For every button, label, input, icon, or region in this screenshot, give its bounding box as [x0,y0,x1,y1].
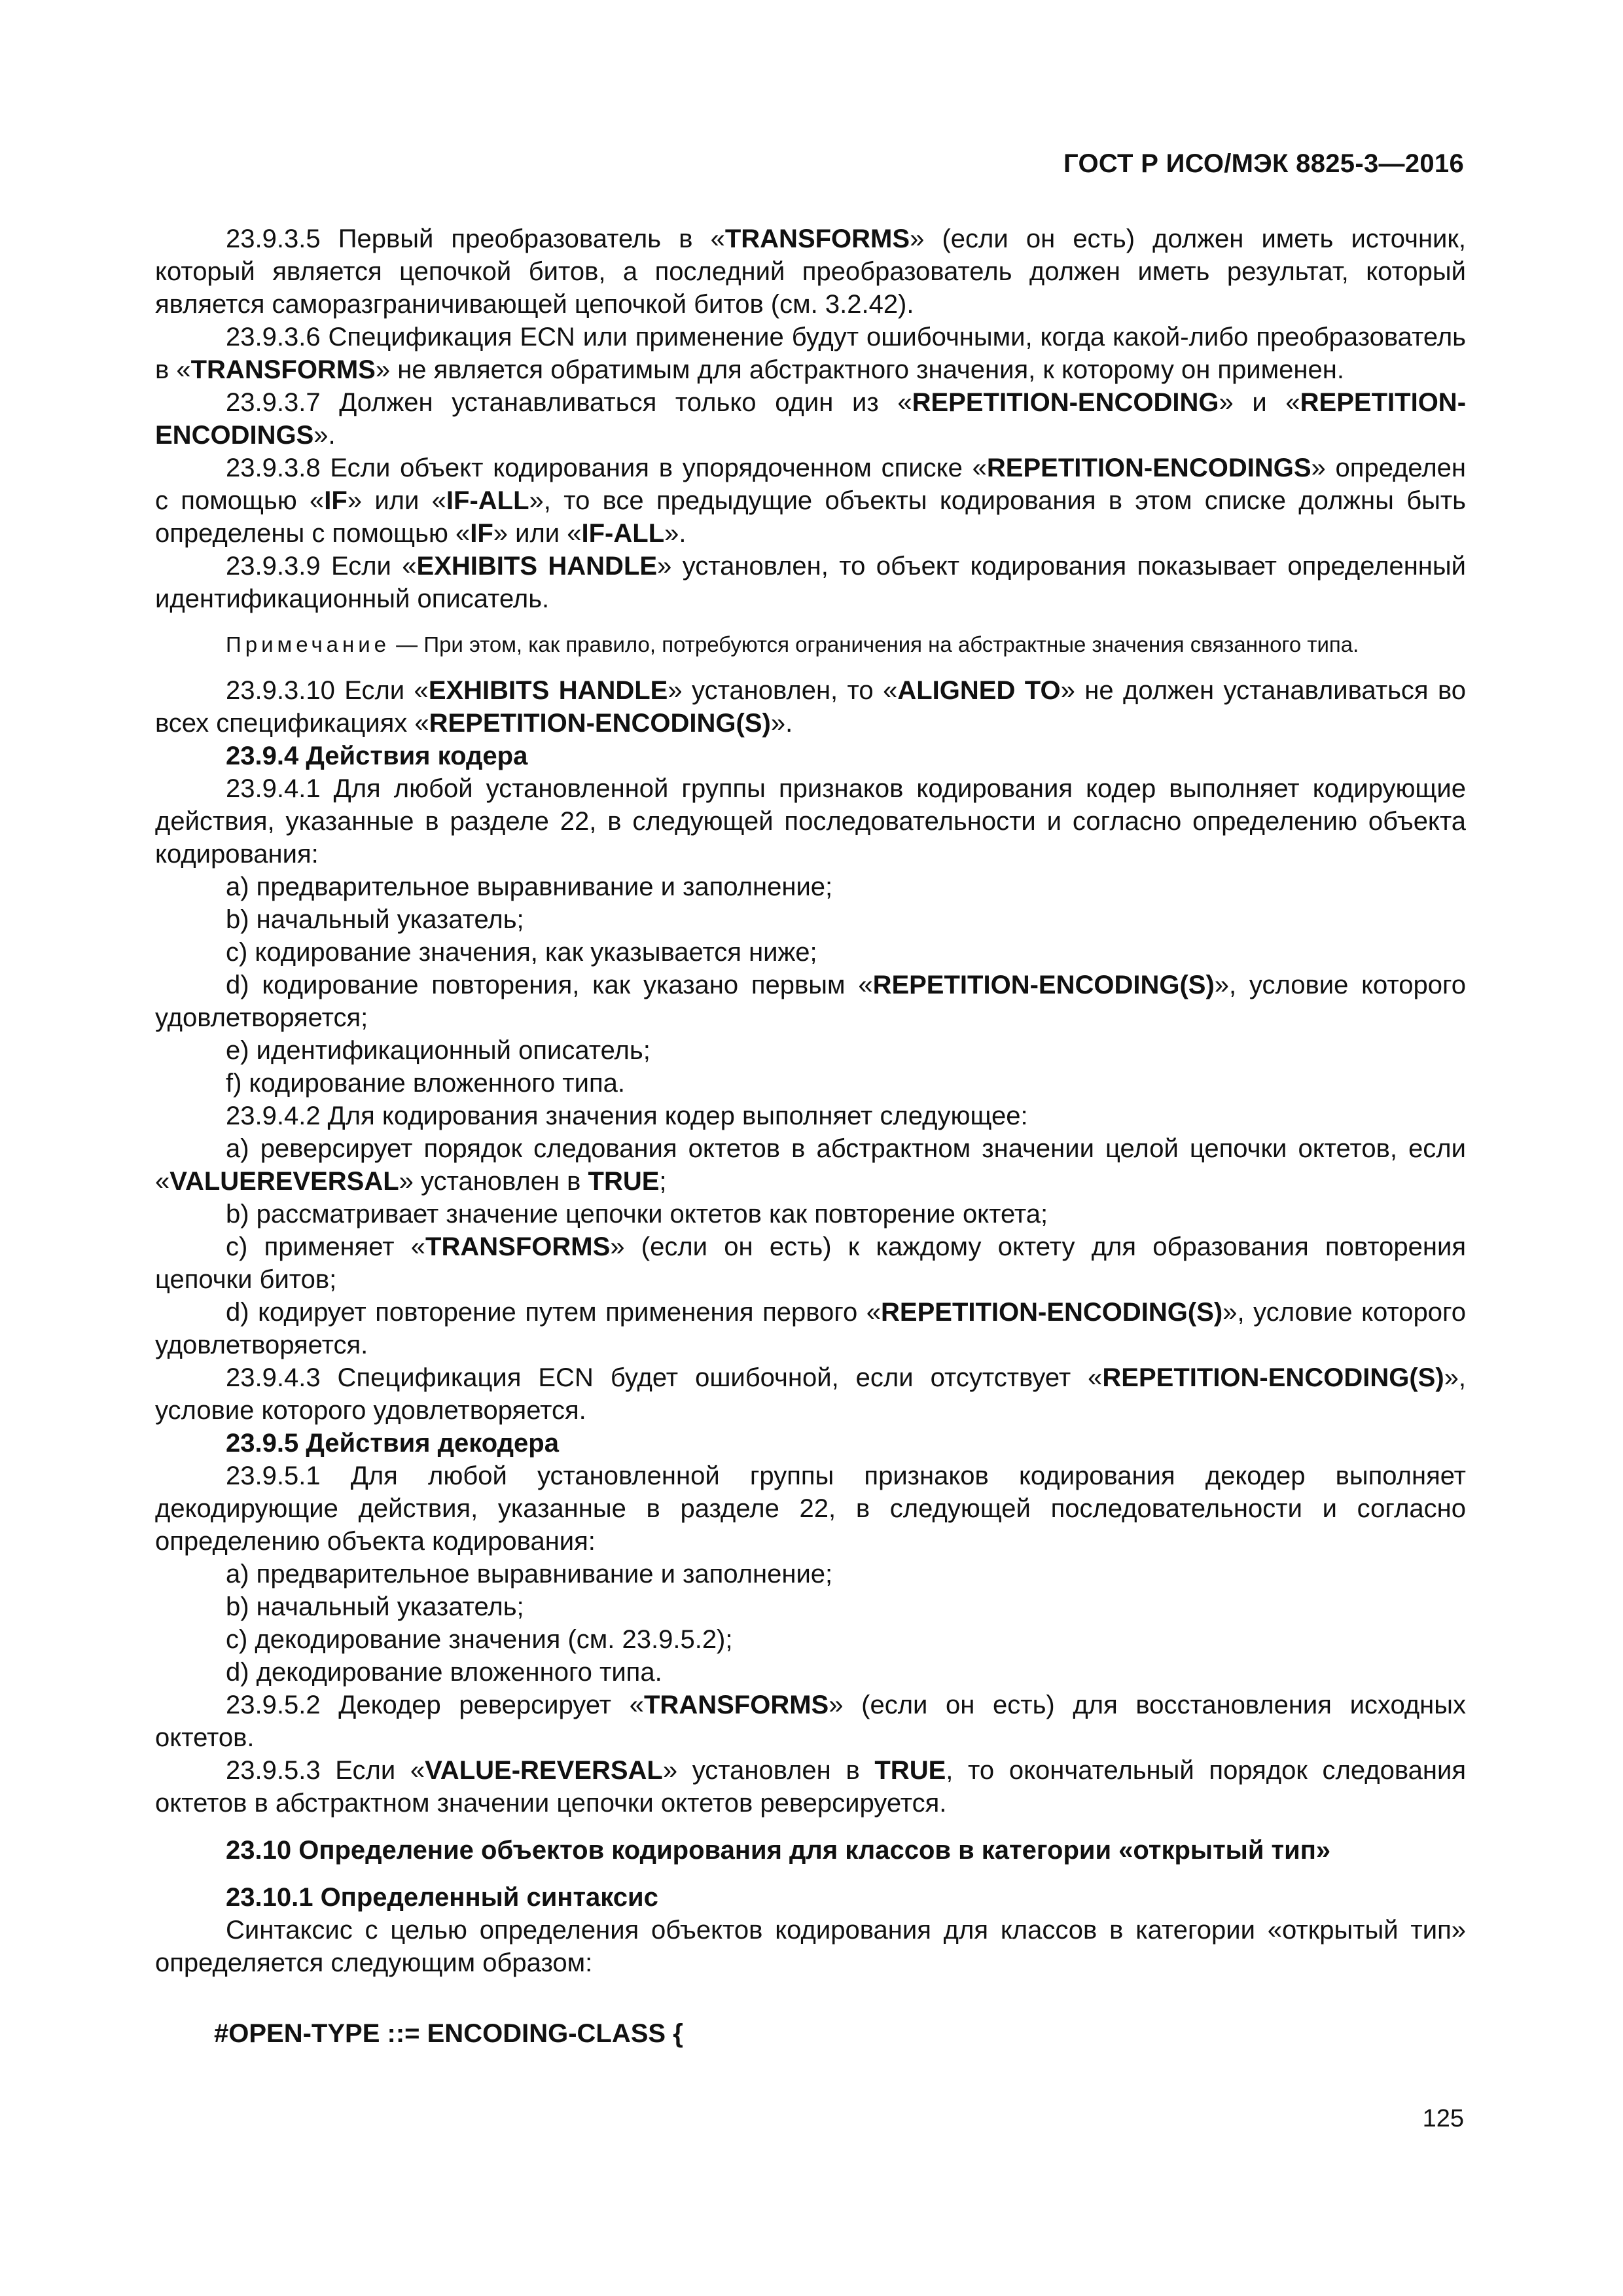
text-run: e) идентификационный описатель; [226,1036,651,1065]
paragraph [155,1230,1466,1296]
standard-header: ГОСТ Р ИСО/МЭК 8825-3—2016 [1063,149,1464,178]
text-run: », условие которого удовлетворяется. [155,1298,1466,1359]
text-run: » установлен в [399,1167,588,1196]
text-run: 23.9.3.5 Первый преобразователь в « [226,224,725,253]
text-run: b) начальный указатель; [226,1592,524,1621]
bold-term: TRUE [588,1167,660,1196]
bold-term: TRANSFORMS [425,1232,611,1261]
text-run: 23.9.3.8 Если объект кодирования в упорядоченном списке « [226,454,987,482]
paragraph [155,1623,1466,1656]
code-line [155,2017,1466,2050]
note-label: Примечание [226,632,391,656]
paragraph [155,1100,1466,1132]
text-run: c) кодирование значения, как указывается ниже; [226,938,817,967]
text-run: 23.9.3.10 Если « [226,676,429,705]
text-run: 23.9.3.9 Если « [226,552,417,581]
bold-term: REPETITION-ENCODINGS [986,454,1311,482]
bold-term: #OPEN-TYPE ::= ENCODING-CLASS { [214,2019,683,2048]
text-run: 23.9.5.3 Если « [226,1756,425,1785]
paragraph [155,969,1466,1034]
bold-term: 23.9.5 Действия декодера [226,1429,559,1458]
text-run: » определен с помощью « [155,454,1467,515]
text-run: », условие которого удовлетворяется; [155,971,1466,1032]
text-run: 23.9.4.1 Для любой установленной группы признаков кодирования кодер выполняет кодирующие действия, указанные в разделе 22, в следующей последовательности и согласно определению объекта кодирования: [155,774,1466,869]
paragraph [155,870,1466,903]
paragraph [155,321,1466,386]
paragraph [155,550,1466,615]
text-run: ; [659,1167,667,1196]
bold-term: 23.9.4 Действия кодера [226,742,528,770]
text-run: ». [664,519,687,548]
bold-term: TRANSFORMS [724,224,910,253]
text-run: a) предварительное выравнивание и заполнение; [226,872,833,901]
paragraph [155,1914,1466,1979]
text-run: » (если он есть) к каждому октету для образования повторения цепочки битов; [155,1232,1467,1294]
bold-term: ALIGNED TO [897,676,1061,705]
text-run: » установлен в [662,1756,875,1785]
paragraph [155,386,1466,452]
bold-term: IF-ALL [446,486,529,515]
text-run: » установлен, то объект кодирования показывает определенный идентификационный описатель. [155,552,1466,613]
subsection-heading [155,1881,1466,1914]
text-run: » или « [493,519,582,548]
paragraph [155,772,1466,870]
text-run: — При этом, как правило, потребуются ограничения на абстрактные значения связанного типа. [390,632,1359,656]
bold-term: IF-ALL [581,519,665,548]
bold-term: 23.10.1 Определенный синтаксис [226,1883,658,1912]
bold-term: IF [470,519,493,548]
section-heading [155,1834,1466,1867]
bold-term: VALUEREVERSAL [169,1167,399,1196]
subheading [155,740,1466,772]
paragraph [155,1296,1466,1361]
text-run: » (если он есть) должен иметь источник, который является цепочкой битов, а последний преобразователь должен иметь результат, который является саморазграничивающей цепочкой битов (см. 3.2.42). [155,224,1466,319]
text-run: b) начальный указатель; [226,905,524,934]
text-run: b) рассматривает значение цепочки октетов как повторение октета; [226,1200,1048,1229]
text-run: c) применяет « [226,1232,426,1261]
paragraph [155,452,1466,550]
text-run: 23.9.3.7 Должен устанавливаться только один из « [226,388,912,417]
paragraph [155,223,1466,321]
text-run: » установлен, то « [668,676,898,705]
paragraph [155,1361,1466,1427]
text-run: 23.9.3.6 Спецификация ECN или применение будут ошибочными, когда какой-либо преобразователь в « [155,323,1466,384]
text-run: » не должен устанавливаться во всех спецификациях « [155,676,1467,738]
paragraph [155,1067,1466,1100]
bold-term: EXHIBITS HANDLE [416,552,658,581]
bold-term: IF [324,486,348,515]
text-run: ». [770,709,793,738]
paragraph [155,1558,1466,1590]
bold-term: REPETITION-ENCODING(S) [1102,1363,1444,1392]
text-run: Синтаксис с целью определения объектов кодирования для классов в категории «открытый тип» определяется следующим образом: [155,1916,1466,1977]
bold-term: 23.10 Определение объектов кодирования для классов в категории «открытый тип» [226,1836,1331,1865]
bold-term: TRANSFORMS [190,355,376,384]
bold-term: REPETITION-ENCODINGS [155,388,1467,450]
text-run: , то окончательный порядок следования октетов в абстрактном значении цепочки октетов реверсируется. [155,1756,1466,1818]
text-run: 23.9.5.2 Декодер реверсирует « [226,1691,644,1719]
paragraph [155,1689,1466,1754]
text-run: ». [313,421,336,450]
text-run: », то все предыдущие объекты кодирования в этом списке должны быть определены с помощью « [155,486,1467,548]
paragraph [155,1754,1466,1820]
bold-term: REPETITION-ENCODING(S) [872,971,1215,999]
bold-term: VALUE-REVERSAL [425,1756,663,1785]
text-run: » или « [347,486,446,515]
paragraph [155,1656,1466,1689]
text-run: 23.9.5.1 Для любой установленной группы признаков кодирования декодер выполняет декодирующие действия, указанные в разделе 22, в следующей последовательности и согласно определению объекта кодирования: [155,1462,1466,1556]
document-body [155,223,1466,2050]
page-number: 125 [1422,2105,1464,2132]
text-run: d) кодирует повторение путем применения первого « [226,1298,882,1327]
paragraph [155,1132,1466,1198]
bold-term: EXHIBITS HANDLE [428,676,668,705]
bold-term: TRANSFORMS [644,1691,829,1719]
paragraph [155,1034,1466,1067]
note [155,630,1466,660]
subheading [155,1427,1466,1460]
text-run: c) декодирование значения (см. 23.9.5.2); [226,1625,733,1654]
text-run: 23.9.4.3 Спецификация ECN будет ошибочной, если отсутствует « [226,1363,1103,1392]
bold-term: TRUE [874,1756,946,1785]
text-run: » (если он есть) для восстановления исходных октетов. [155,1691,1467,1752]
bold-term: REPETITION-ENCODING(S) [881,1298,1223,1327]
paragraph [155,936,1466,969]
text-run: », условие которого удовлетворяется. [155,1363,1466,1425]
paragraph [155,903,1466,936]
text-run: d) декодирование вложенного типа. [226,1658,662,1687]
bold-term: REPETITION-ENCODING [912,388,1219,417]
text-run: a) реверсирует порядок следования октетов в абстрактном значении целой цепочки октетов, если « [155,1134,1466,1196]
bold-term: REPETITION-ENCODING(S) [429,709,771,738]
paragraph [155,1198,1466,1230]
text-run: 23.9.4.2 Для кодирования значения кодер выполняет следующее: [226,1102,1028,1130]
text-run: » не является обратимым для абстрактного значения, к которому он применен. [375,355,1344,384]
text-run: f) кодирование вложенного типа. [226,1069,625,1098]
paragraph [155,1460,1466,1558]
text-run: a) предварительное выравнивание и заполнение; [226,1560,833,1588]
paragraph [155,674,1466,740]
text-run: d) кодирование повторения, как указано первым « [226,971,873,999]
paragraph [155,1590,1466,1623]
text-run: » и « [1219,388,1300,417]
